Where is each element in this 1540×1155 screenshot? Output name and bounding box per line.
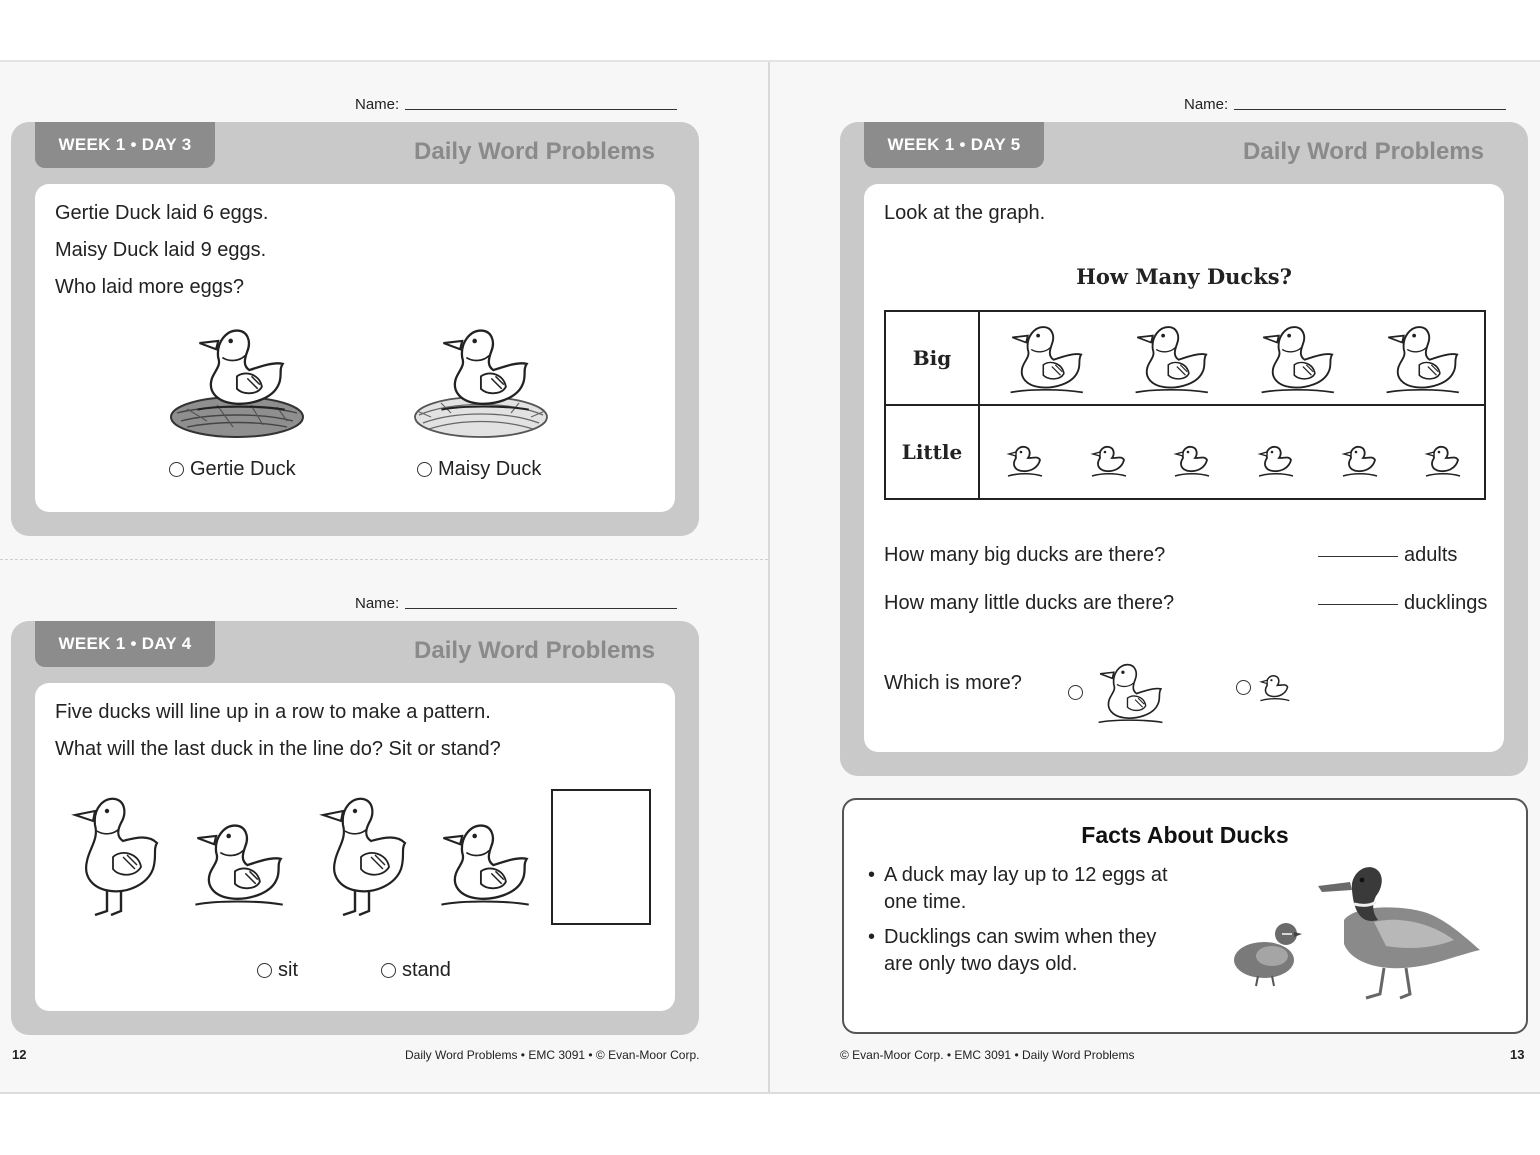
duckling-icon [1422, 440, 1462, 480]
problem-line-3: Who laid more eggs? [55, 276, 244, 298]
name-line[interactable] [1234, 109, 1506, 110]
choice-big-duck[interactable] [1068, 654, 1169, 730]
fact-text: A duck may lay up to 12 eggs at one time. [884, 864, 1168, 913]
duck-icon [1089, 654, 1169, 730]
maisy-duck-nest-icon [409, 312, 553, 448]
problem-line-1: Five ducks will line up in a row to make a pattern. [55, 701, 491, 723]
card-week1-day3 [11, 122, 699, 536]
choice-duckling[interactable] [1236, 670, 1291, 704]
card-week1-day5 [840, 122, 1528, 776]
duck-standing-icon [61, 785, 165, 925]
facts-about-ducks [842, 798, 1528, 1034]
problem-panel [35, 184, 675, 512]
page-number-left: 12 [12, 1047, 27, 1062]
card-week1-day4 [11, 621, 699, 1035]
answer-ducklings [1318, 592, 1487, 615]
name-field-day5 [1184, 96, 1506, 113]
duckling-icon [1255, 440, 1295, 480]
duck-icon [1246, 315, 1346, 401]
day-tab: WEEK 1 • DAY 4 [35, 621, 215, 667]
graph-row-big [886, 312, 1484, 406]
little-duck-marks [982, 406, 1484, 498]
choice-label: sit [278, 959, 298, 981]
problem-line-2: Maisy Duck laid 9 eggs. [55, 239, 267, 261]
name-label: Name: [1184, 96, 1229, 113]
card-title: Daily Word Problems [414, 637, 655, 664]
row-label-little: Little [886, 406, 980, 498]
card-title: Daily Word Problems [414, 138, 655, 165]
choice-gertie-duck[interactable] [169, 458, 296, 481]
duckling-icon [1171, 440, 1211, 480]
duck-icon [1120, 315, 1220, 401]
name-label: Name: [355, 595, 400, 612]
problem-line-1: Gertie Duck laid 6 eggs. [55, 202, 269, 224]
book-spread [0, 60, 1540, 1094]
name-line[interactable] [405, 109, 677, 110]
footer-right: © Evan-Moor Corp. • EMC 3091 • Daily Word Problems [840, 1048, 1135, 1062]
answer-bubble-icon[interactable] [1236, 680, 1251, 695]
problem-panel [864, 184, 1504, 752]
choice-label: Gertie Duck [190, 458, 296, 480]
day-tab: WEEK 1 • DAY 3 [35, 122, 215, 168]
duckling-icon [1004, 440, 1044, 480]
fact-text: Ducklings can swim when they are only two days old. [884, 926, 1157, 975]
choice-stand[interactable] [381, 959, 451, 982]
choice-label: stand [402, 959, 451, 981]
duck-sitting-icon [431, 803, 535, 923]
duck-icon [1371, 315, 1471, 401]
page-gutter [768, 62, 770, 1092]
answer-bubble-icon[interactable] [1068, 685, 1083, 700]
fact-item-2: • Ducklings can swim when they are only two days old. [868, 924, 1188, 978]
duckling-icon [1088, 440, 1128, 480]
duck-sitting-icon [185, 803, 289, 923]
cut-line [0, 559, 768, 560]
problem-panel [35, 683, 675, 1011]
facts-title: Facts About Ducks [1081, 822, 1289, 848]
duckling-icon [1257, 670, 1291, 704]
mallard-duck-photo-icon [1314, 860, 1484, 1002]
choice-label: Maisy Duck [438, 458, 542, 480]
row-label-big: Big [886, 312, 980, 404]
problem-line-2: What will the last duck in the line do? Sit or stand? [55, 738, 501, 760]
graph-row-little [886, 406, 1484, 498]
unit-label: ducklings [1404, 592, 1488, 614]
choice-sit[interactable] [257, 959, 298, 982]
answer-line[interactable] [1318, 604, 1398, 605]
graph-title: How Many Ducks? [1076, 264, 1292, 289]
which-more-question: Which is more? [884, 672, 1022, 694]
answer-bubble-icon[interactable] [417, 462, 432, 477]
gertie-duck-nest-icon [165, 312, 309, 448]
answer-adults [1318, 544, 1457, 567]
name-field-day4 [355, 595, 677, 612]
answer-bubble-icon[interactable] [381, 963, 396, 978]
name-label: Name: [355, 96, 400, 113]
duckling-icon [1339, 440, 1379, 480]
day-tab: WEEK 1 • DAY 5 [864, 122, 1044, 168]
name-field-day3 [355, 96, 677, 113]
graph-intro: Look at the graph. [884, 202, 1046, 224]
duck-standing-icon [309, 785, 413, 925]
question-big-ducks: How many big ducks are there? [884, 544, 1166, 566]
duck-icon [995, 315, 1095, 401]
picture-graph [884, 310, 1486, 500]
unit-label: adults [1404, 544, 1458, 566]
fact-item-1: • A duck may lay up to 12 eggs at one time. [868, 862, 1188, 916]
answer-line[interactable] [1318, 556, 1398, 557]
page-number-right: 13 [1510, 1047, 1525, 1062]
answer-bubble-icon[interactable] [169, 462, 184, 477]
name-line[interactable] [405, 608, 677, 609]
duckling-photo-icon [1222, 912, 1304, 988]
answer-bubble-icon[interactable] [257, 963, 272, 978]
question-little-ducks: How many little ducks are there? [884, 592, 1175, 614]
card-title: Daily Word Problems [1243, 138, 1484, 165]
footer-left: Daily Word Problems • EMC 3091 • © Evan-Moor Corp. [405, 1048, 700, 1062]
choice-maisy-duck[interactable] [417, 458, 541, 481]
big-duck-marks [982, 312, 1484, 404]
answer-box[interactable] [551, 789, 651, 925]
